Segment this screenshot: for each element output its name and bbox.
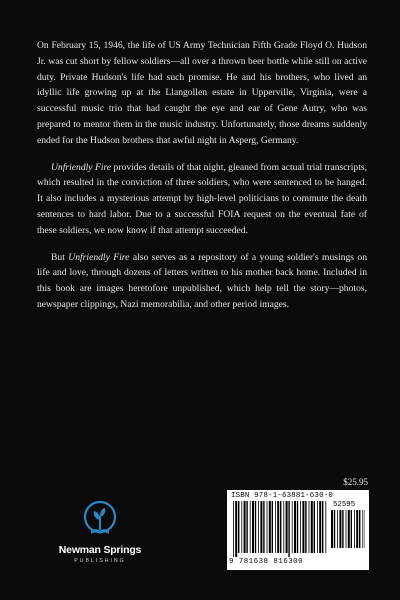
back-cover-blurb bbox=[37, 38, 367, 324]
barcode-bar bbox=[305, 501, 306, 553]
paragraph-1-text: On February 15, 1946, the life of US Army Technician Fifth Grade Floyd O. Hudson Jr. was cut short by fellow soldiers—all over a thrown beer bottle while still on active duty. Private Hudson's life had such promise. He and his brothers, who lived an idyllic life growing up at the Llangollen estate in Upperville, Virginia, were a successful music trio that had caught the eye and ear of Gene Autry, who was prepared to mentor them in the music industry. Unfortunately, those dreams suddenly ended for the Hudson brothers that awful night in Asperg, Germany. bbox=[37, 40, 367, 146]
barcode-bar bbox=[356, 510, 358, 548]
barcode-bar bbox=[297, 501, 298, 553]
barcode-bar bbox=[334, 510, 335, 548]
barcode-bar bbox=[267, 501, 268, 553]
barcode-bar bbox=[272, 501, 273, 553]
barcode-bar bbox=[337, 510, 338, 548]
barcode-bar bbox=[277, 501, 279, 553]
barcode-bar bbox=[362, 510, 363, 548]
barcode-bar bbox=[351, 510, 352, 548]
barcode-bar bbox=[300, 501, 301, 553]
price-addon-number: 52595 bbox=[333, 501, 356, 509]
barcode-bar bbox=[342, 510, 343, 548]
barcode-bar bbox=[294, 501, 296, 553]
barcode-bar bbox=[238, 501, 239, 553]
ean-barcode-bars bbox=[233, 501, 327, 557]
price-label: $25.95 bbox=[343, 477, 368, 487]
book-title-italic: Unfriendly Fire bbox=[68, 251, 130, 263]
barcode-bar bbox=[260, 501, 262, 553]
barcode-bar bbox=[235, 501, 237, 557]
barcode-bar bbox=[286, 501, 288, 553]
paragraph-3-text: also serves as a repository of a young soldier's musings on life and love, through dozens of letters written to his mother back home. Included in this book are images heretofore unpublished, which help tell the story—photos, newspaper clippings, Nazi memorabilia, and other period images. bbox=[37, 251, 367, 310]
addon-barcode-bars bbox=[331, 510, 365, 557]
barcode-bar bbox=[317, 501, 318, 553]
barcode-bar bbox=[269, 501, 271, 553]
blurb-paragraph-3 bbox=[37, 250, 367, 313]
barcode-bar bbox=[346, 510, 347, 548]
barcode-bar bbox=[244, 501, 246, 553]
blurb-paragraph-1 bbox=[37, 38, 367, 149]
barcode-bar bbox=[246, 501, 247, 553]
barcode-bar bbox=[359, 510, 360, 548]
barcode-bar bbox=[292, 501, 293, 553]
isbn-barcode bbox=[227, 490, 369, 570]
barcode-bar bbox=[314, 501, 315, 553]
blurb-paragraph-2 bbox=[37, 160, 367, 239]
barcode-bar bbox=[339, 510, 341, 548]
barcode-bar bbox=[288, 501, 289, 557]
barcode-bar bbox=[331, 510, 333, 548]
barcode-bar bbox=[302, 501, 304, 553]
barcode-bar bbox=[275, 501, 276, 553]
barcode-bar bbox=[283, 501, 284, 553]
barcode-bar bbox=[319, 501, 321, 553]
barcode-bar bbox=[309, 501, 310, 553]
barcode-bar bbox=[241, 501, 242, 553]
barcode-bar bbox=[250, 501, 251, 553]
publisher-name: Newman Springs bbox=[58, 544, 142, 556]
barcode-bar bbox=[255, 501, 256, 553]
ean-digits: 9 781638 816300 bbox=[229, 558, 304, 566]
barcode-bar bbox=[233, 501, 234, 557]
barcode-bar bbox=[258, 501, 259, 553]
book-title-italic: Unfriendly Fire bbox=[51, 161, 112, 173]
book-sprout-icon bbox=[83, 500, 117, 540]
barcode-bar bbox=[280, 501, 281, 553]
publisher-logo bbox=[56, 500, 144, 580]
barcode-bar bbox=[252, 501, 254, 553]
barcode-bar bbox=[325, 501, 326, 553]
barcode-bar bbox=[311, 501, 313, 553]
barcode-bar bbox=[263, 501, 264, 553]
paragraph-3-lead: But bbox=[51, 251, 69, 263]
isbn-label: ISBN 978-1-63881-630-0 bbox=[231, 492, 333, 500]
barcode-bar bbox=[322, 501, 323, 553]
paragraph-2-text: provides details of that night, gleaned from actual trial transcripts, which resulted in the conviction of three soldiers, who were sentenced to be hanged. It also includes a mysterious attempt by high-level politicians to commute the death sentences to hard labor. Due to a successful FOIA request on the eventual fate of these soldiers, we now know if that attempt succeeded. bbox=[37, 161, 367, 236]
publisher-subtitle: PUBLISHING bbox=[74, 558, 126, 564]
barcode-bar bbox=[354, 510, 355, 548]
barcode-bar bbox=[348, 510, 350, 548]
